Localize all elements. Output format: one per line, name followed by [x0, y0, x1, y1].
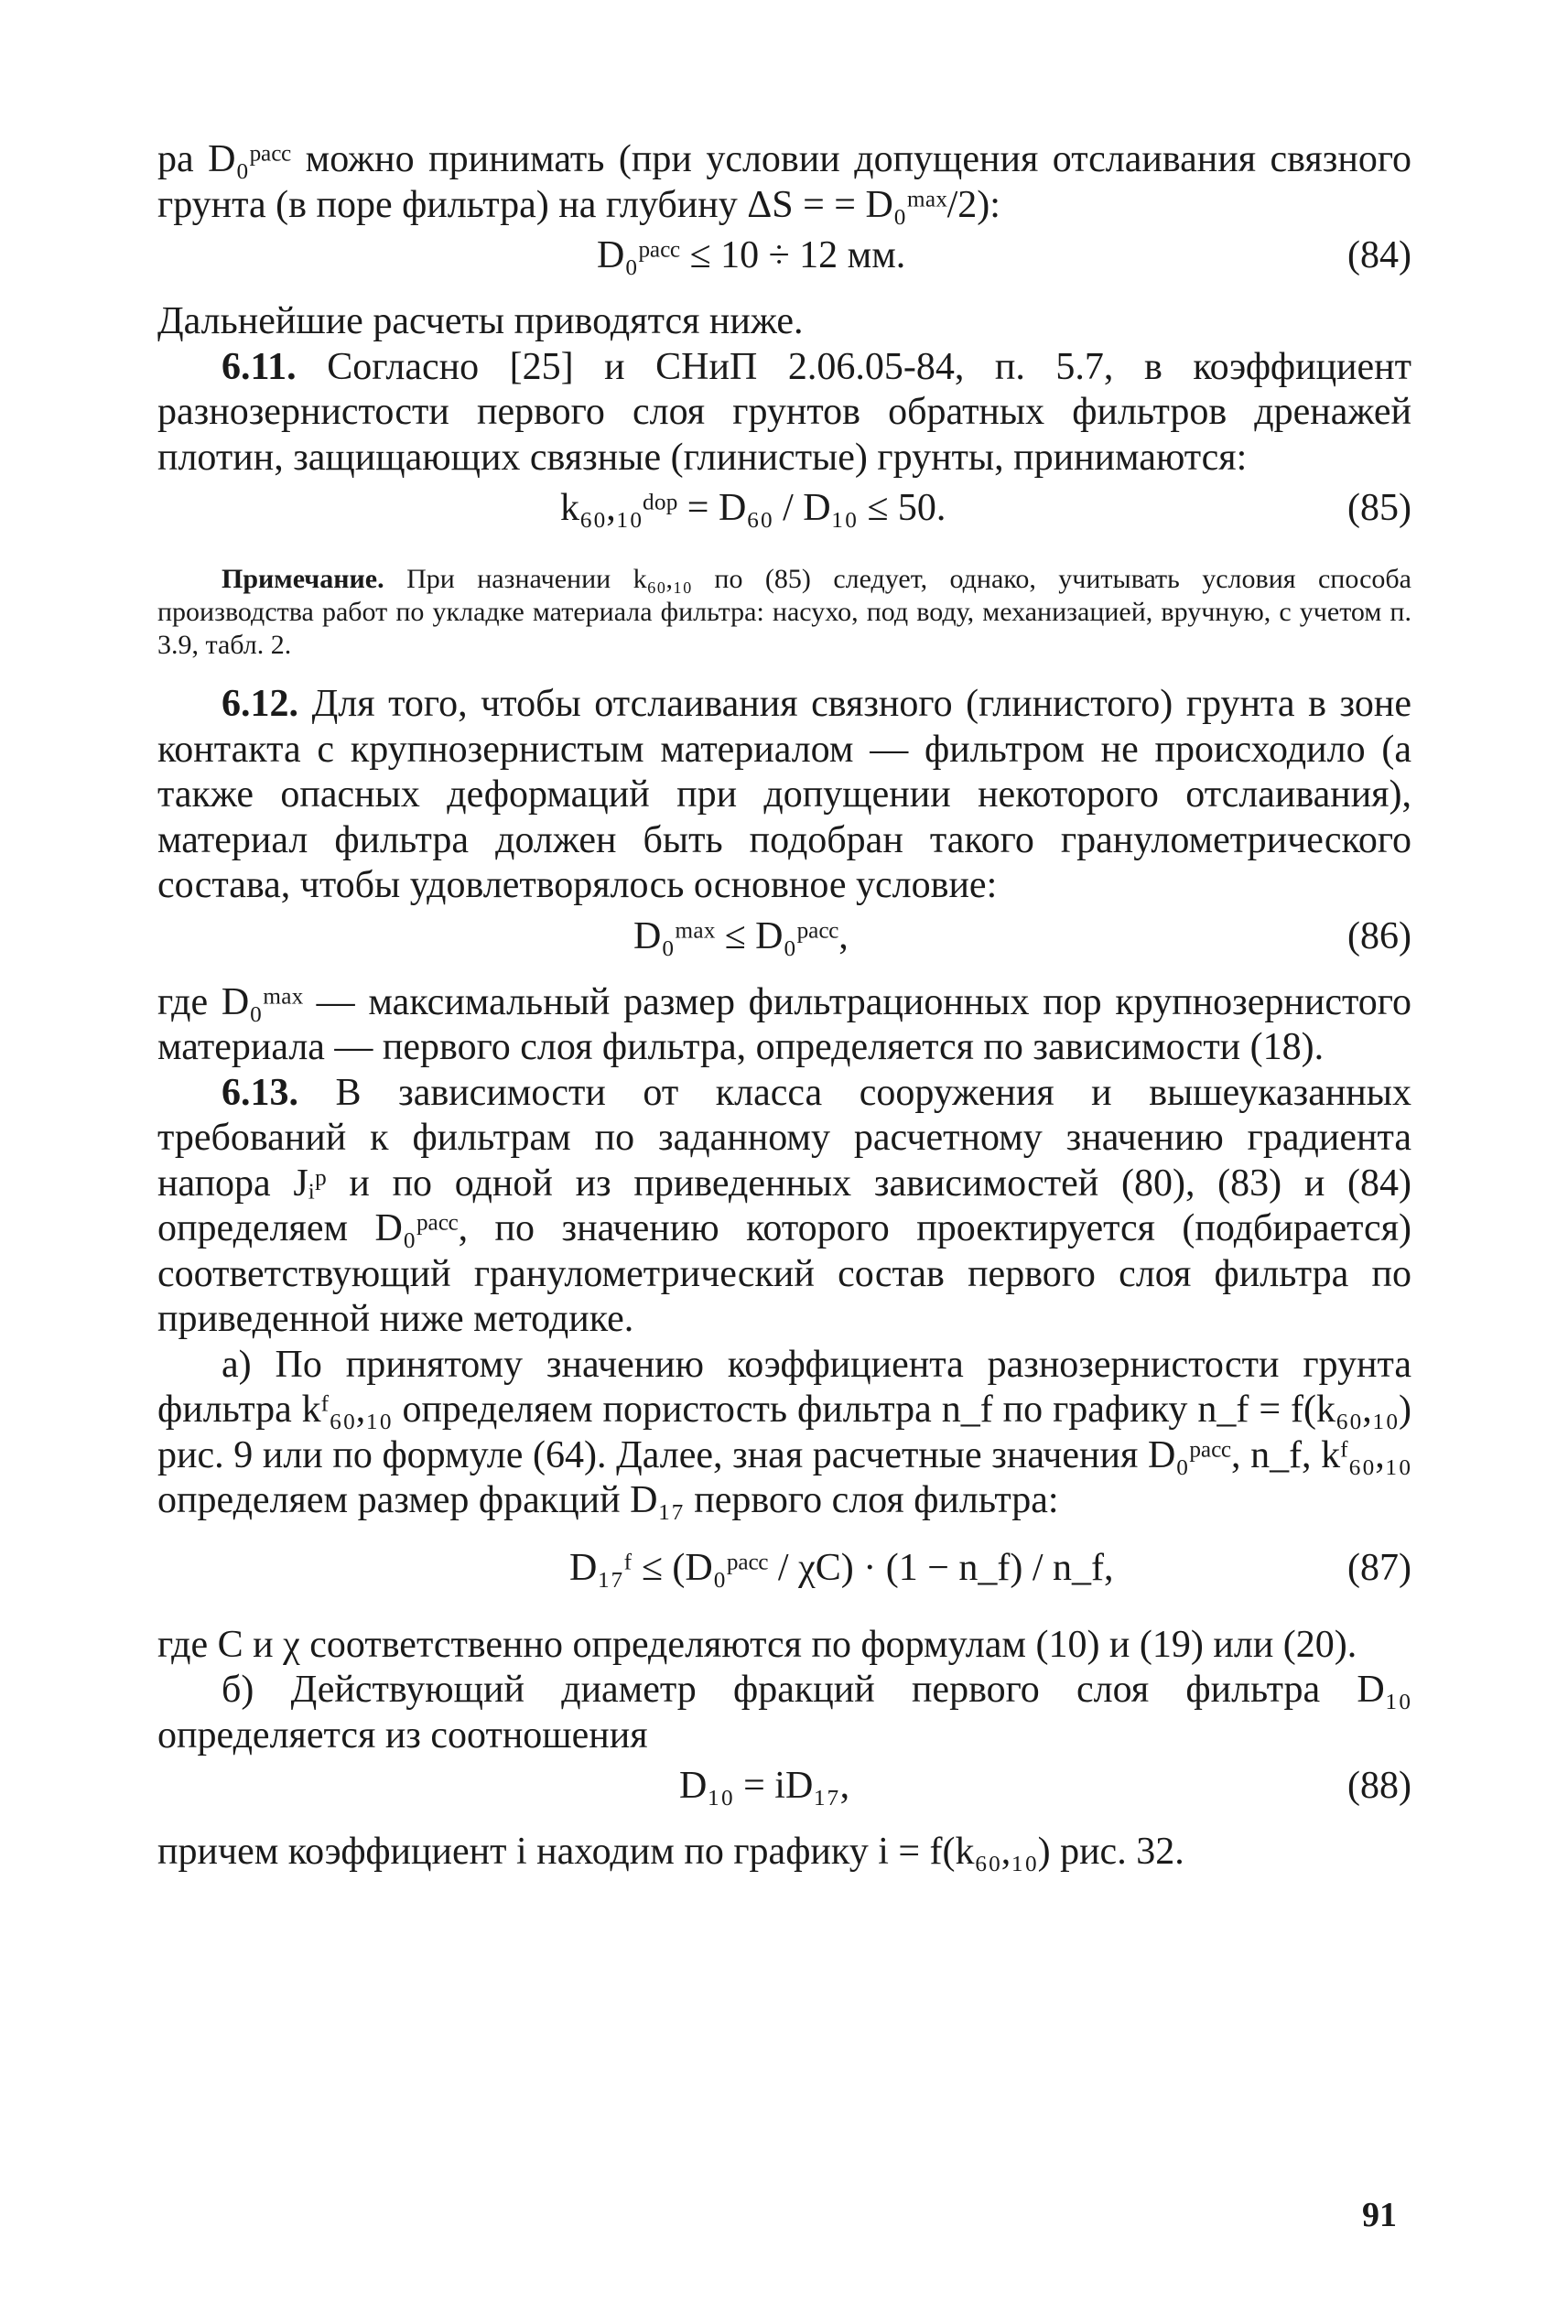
- equation-85-formula: k₆₀,₁₀ᵈᵒᵖ = D₆₀ / D₁₀ ≤ 50.: [560, 487, 946, 529]
- equation-86: [157, 914, 1411, 975]
- equation-84-formula: D₀ᵖᵃᶜᶜ ≤ 10 ÷ 12 мм.: [597, 234, 906, 276]
- equation-86-number: (86): [1347, 914, 1411, 957]
- section-6-13: [157, 1071, 1411, 1343]
- paragraph-further: Дальнейшие расчеты приводятся ниже.: [157, 300, 804, 342]
- page-number: 91: [1362, 2196, 1397, 2234]
- equation-85-number: (85): [1347, 487, 1411, 529]
- paragraph-intro: ра D₀ᵖᵃᶜᶜ можно принимать (при условии допущения отслаивания связного грунта (в поре фильтра) на глубину ΔS = = D₀ᵐᵃˣ/2):: [157, 138, 1411, 226]
- section-6-12: [157, 682, 1411, 909]
- section-6-12-number: 6.12.: [222, 683, 298, 725]
- paragraph-where-86: где D₀ᵐᵃˣ — максимальный размер фильтрационных пор крупнозернистого материала — первого слоя фильтра, определяется по зависимости (18).: [157, 980, 1411, 1068]
- note-label: Примечание.: [222, 564, 384, 594]
- section-6-13-text: В зависимости от класса сооружения и вышеуказанных требований к фильтрам по заданному расчетному значению градиента напора Jᵢᵖ и по одной из приведенных зависимостей (80), (83) и (84) определяем D₀ᵖᵃᶜᶜ, по значению которого проектируется (подбирается) соответствующий гранулометрический состав первого слоя фильтра по приведенной ниже методике.: [157, 1071, 1412, 1340]
- paragraph-where-87: где C и χ соответственно определяются по формулам (10) и (19) или (20).: [157, 1623, 1357, 1666]
- equation-87-number: (87): [1347, 1546, 1411, 1589]
- equation-86-formula: D₀ᵐᵃˣ ≤ D₀ᵖᵃᶜᶜ,: [633, 914, 849, 957]
- equation-84-number: (84): [1347, 234, 1411, 276]
- section-6-13-number: 6.13.: [222, 1071, 298, 1114]
- section-6-11: [157, 345, 1411, 481]
- paragraph-a: а) По принятому значению коэффициента разнозернистости грунта фильтра kᶠ₆₀,₁₀ определяем пористость фильтра n_f по графику n_f = f(k₆₀,₁₀) рис. 9 или по формуле (64). Далее, зная расчетные значения D₀ᵖᵃᶜᶜ, n_f, kᶠ₆₀,₁₀ определяем размер фракций D₁₇ первого слоя фильтра:: [157, 1343, 1411, 1521]
- paragraph-b: б) Действующий диаметр фракций первого слоя фильтра D₁₀ определяется из соотношения: [157, 1669, 1411, 1757]
- equation-88-number: (88): [1347, 1765, 1411, 1807]
- document-page: [157, 137, 1411, 1875]
- equation-88-formula: D₁₀ = iD₁₇,: [679, 1765, 850, 1807]
- note: [157, 563, 1411, 662]
- section-6-11-number: 6.11.: [222, 345, 297, 388]
- section-6-11-text: Согласно [25] и СНиП 2.06.05-84, п. 5.7, в коэффициент разнозернистости первого слоя грунтов обратных фильтров дренажей плотин, защищающих связные (глинистые) грунты, принимаются:: [157, 345, 1412, 479]
- equation-88: [157, 1764, 1411, 1824]
- equation-85: [157, 486, 1411, 546]
- equation-87-formula: D₁₇ᶠ ≤ (D₀ᵖᵃᶜᶜ / χC) · (1 − n_f) / n_f,: [569, 1546, 1114, 1589]
- equation-87: [157, 1530, 1411, 1617]
- section-6-12-text: Для того, чтобы отслаивания связного (глинистого) грунта в зоне контакта с крупнозернистым материалом — фильтром не происходило (а также опасных деформаций при допущении некоторого отслаивания), материал фильтра должен быть подобран такого гранулометрического состава, чтобы удовлетворялось основное условие:: [157, 683, 1411, 906]
- equation-84: [157, 233, 1411, 294]
- note-text: При назначении k₆₀,₁₀ по (85) следует, однако, учитывать условия способа производства работ по укладке материала фильтра: насухо, под воду, механизацией, вручную, с учетом п. 3.9, табл. 2.: [157, 564, 1411, 660]
- paragraph-last: причем коэффициент i находим по графику i = f(k₆₀,₁₀) рис. 32.: [157, 1831, 1184, 1873]
